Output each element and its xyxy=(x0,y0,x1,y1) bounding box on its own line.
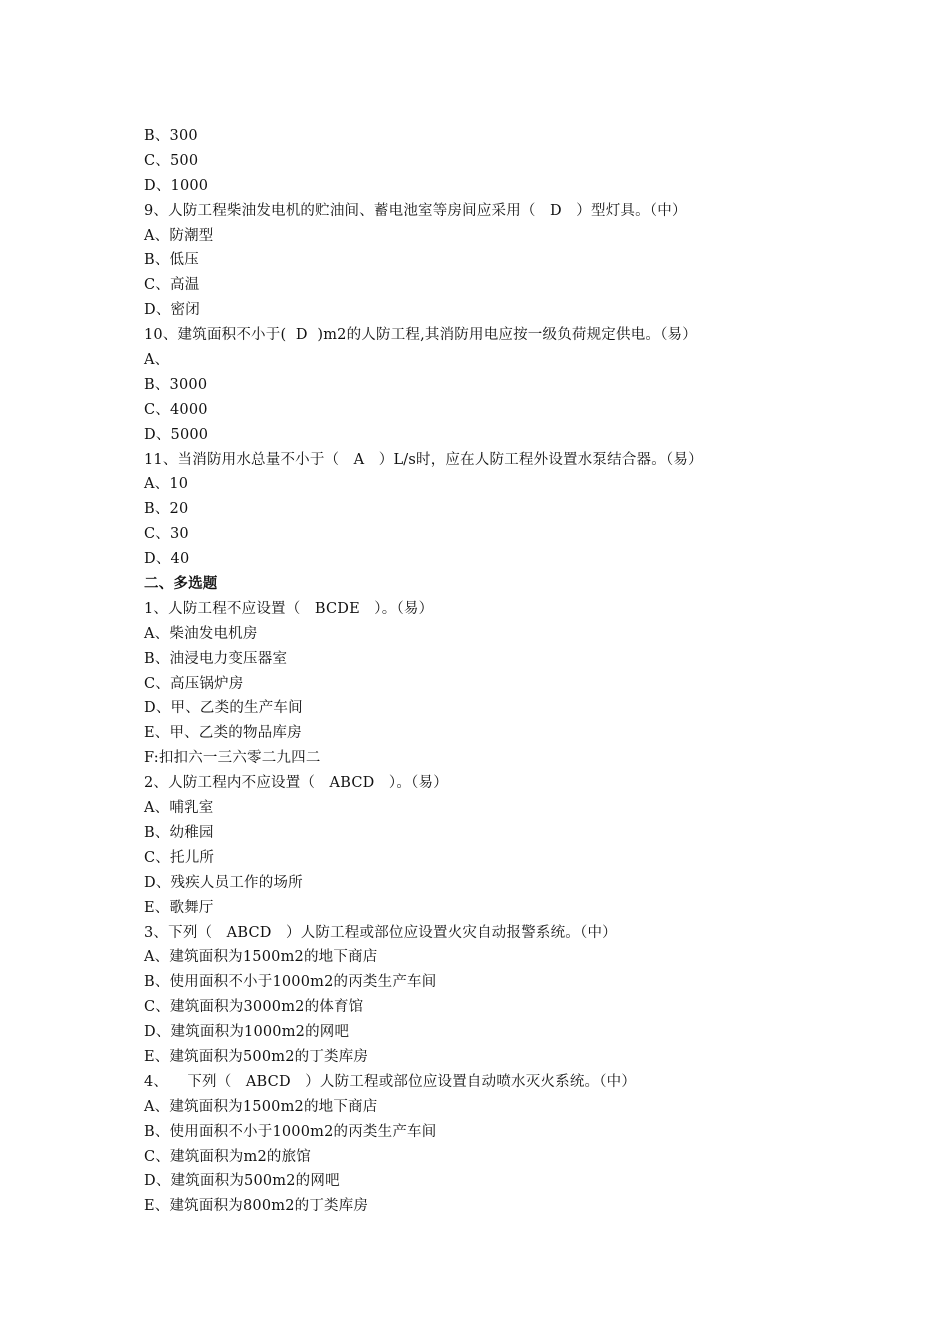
text-line: E、建筑面积为500m2的丁类库房 xyxy=(144,1048,369,1065)
text-line: C、500 xyxy=(144,152,199,169)
text-line: C、建筑面积为3000m2的体育馆 xyxy=(144,999,364,1016)
text-line: D、密闭 xyxy=(144,302,200,319)
text-line: F:扣扣六一三六零二九四二 xyxy=(144,750,321,767)
text-line: A、10 xyxy=(144,476,189,493)
text-line: A、建筑面积为1500m2的地下商店 xyxy=(144,1098,378,1115)
text-line: D、甲、乙类的生产车间 xyxy=(144,700,303,717)
text-line: 9、人防工程柴油发电机的贮油间、蓄电池室等房间应采用（ D ）型灯具。（中） xyxy=(144,202,687,219)
section-heading: 二、多选题 xyxy=(144,575,218,593)
text-line: B、300 xyxy=(144,128,198,144)
text-line: D、建筑面积为1000m2的网吧 xyxy=(144,1024,350,1041)
text-line: C、托儿所 xyxy=(144,849,215,866)
document-page xyxy=(144,124,844,1219)
text-line: D、残疾人员工作的场所 xyxy=(144,874,303,891)
text-line: B、油浸电力变压器室 xyxy=(144,650,288,667)
text-line: A、建筑面积为1500m2的地下商店 xyxy=(144,949,378,966)
text-line: B、20 xyxy=(144,501,189,518)
text-line: A、防潮型 xyxy=(144,227,214,244)
text-line: 10、建筑面积不小于( D )m2的人防工程,其消防用电应按一级负荷规定供电。（易） xyxy=(144,327,697,344)
text-line: A、 xyxy=(144,352,170,369)
text-line: 1、人防工程不应设置（ BCDE ）。（易） xyxy=(144,600,434,617)
text-line: B、使用面积不小于1000m2的丙类生产车间 xyxy=(144,1123,437,1140)
text-line: B、3000 xyxy=(144,376,208,393)
text-line: 2、人防工程内不应设置（ ABCD ）。（易） xyxy=(144,775,448,792)
text-line: A、哺乳室 xyxy=(144,800,214,817)
text-line: B、使用面积不小于1000m2的丙类生产车间 xyxy=(144,974,437,991)
text-line: B、幼稚园 xyxy=(144,824,214,841)
text-line: E、歌舞厅 xyxy=(144,899,214,916)
text-line: D、40 xyxy=(144,551,190,568)
text-line: C、建筑面积为m2的旅馆 xyxy=(144,1148,311,1165)
text-line: A、柴油发电机房 xyxy=(144,625,258,642)
text-line: 11、当消防用水总量不小于（ A ）L/s时，应在人防工程外设置水泵结合器。（易） xyxy=(144,451,703,468)
text-line: E、建筑面积为800m2的丁类库房 xyxy=(144,1198,369,1215)
text-line: 3、下列（ ABCD ）人防工程或部位应设置火灾自动报警系统。（中） xyxy=(144,924,617,941)
text-line: C、4000 xyxy=(144,401,208,418)
text-line: 4、 下列（ ABCD ）人防工程或部位应设置自动喷水灭火系统。（中） xyxy=(144,1073,637,1090)
text-line: E、甲、乙类的物品库房 xyxy=(144,725,302,742)
text-line: D、1000 xyxy=(144,177,209,194)
text-line: D、5000 xyxy=(144,426,209,443)
text-line: C、30 xyxy=(144,526,189,543)
text-line: C、高温 xyxy=(144,277,200,294)
text-line: C、高压锅炉房 xyxy=(144,675,244,692)
text-line: B、低压 xyxy=(144,252,199,269)
text-line: D、建筑面积为500m2的网吧 xyxy=(144,1173,340,1190)
